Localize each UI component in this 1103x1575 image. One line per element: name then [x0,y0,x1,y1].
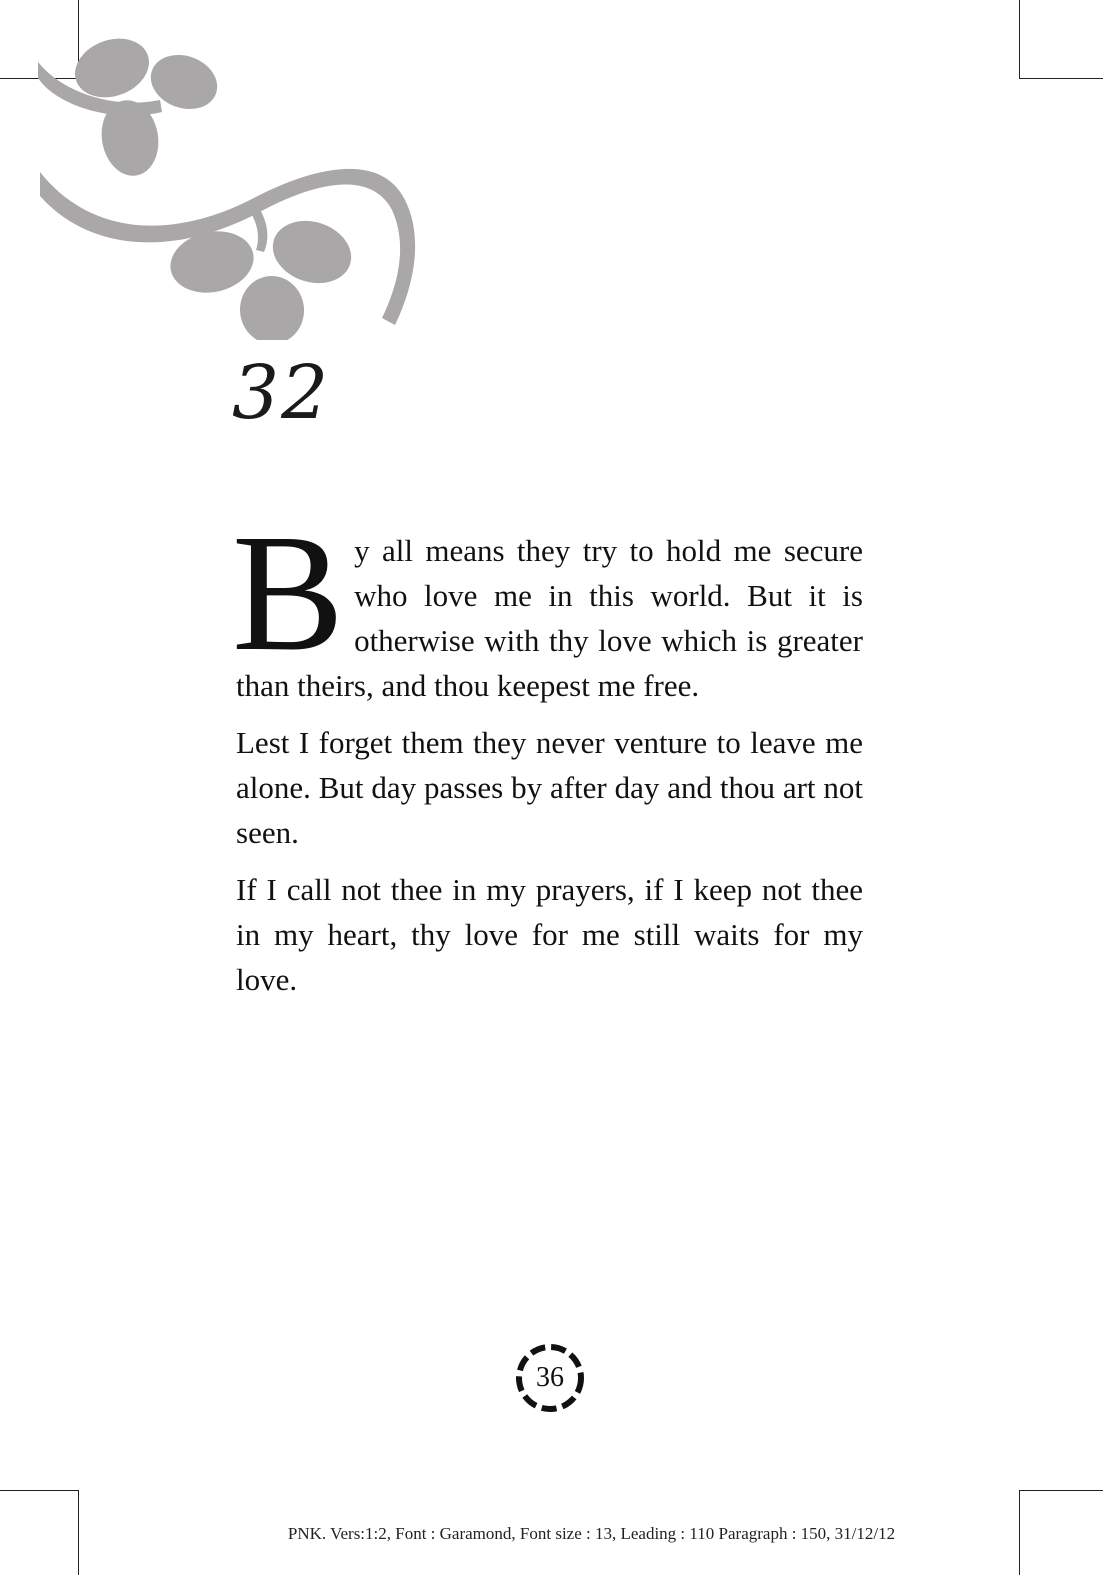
crop-mark-top-right-vertical [1019,0,1020,78]
poem-body [232,500,863,1014]
drop-cap: B [232,500,345,686]
leaf-ornament-icon [0,0,440,340]
poem-paragraph-3: If I call not thee in my prayers, if I keep not thee in my heart, thy love for me still waits for my love. [236,872,863,997]
poem-paragraph-1 [232,500,863,708]
poem-number: 32 [232,350,331,436]
footer-print-info: PNK. Vers:1:2, Font : Garamond, Font size : 13, Leading : 110 Paragraph : 150, 31/12/12 [287,1524,896,1543]
poem-paragraph-1-text: y all means they try to hold me secure who love me in this world. But it is otherwise with thy love which is greater than theirs, and thou keepest me free. [236,533,863,703]
poem-paragraph-2: Lest I forget them they never venture to leave me alone. But day passes by after day and thou art not seen. [236,725,863,850]
crop-mark-bottom-right-horizontal [1019,1490,1103,1491]
crop-mark-top-right-horizontal [1019,78,1103,79]
page-number: 36 [536,1362,564,1393]
crop-mark-bottom-left-horizontal [0,1490,78,1491]
page-number-badge [512,1340,588,1416]
